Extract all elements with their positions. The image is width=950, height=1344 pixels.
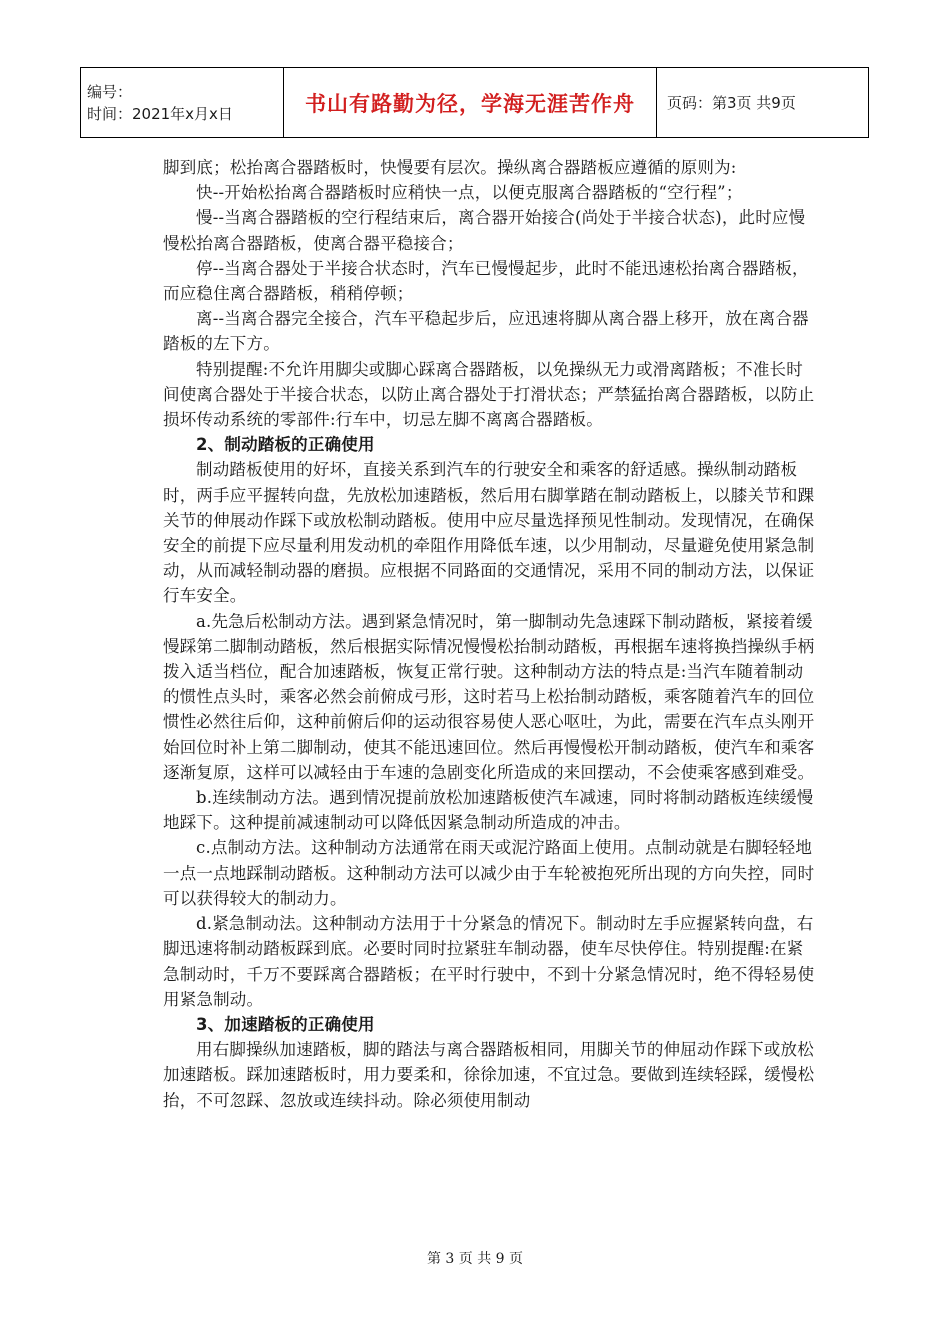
paragraph: d.紧急制动法。这种制动方法用于十分紧急的情况下。制动时左手应握紧转向盘，右脚迅速将制动踏板踩到底。必要时同时拉紧驻车制动器，使车尽快停住。特别提醒:在紧急制动时，千万不要踩离合器踏板；在平时行驶中，不到十分紧急情况时，绝不得轻易使用紧急制动。: [163, 914, 815, 1009]
document-body: [163, 155, 818, 1113]
paragraph: 用右脚操纵加速踏板，脚的踏法与离合器踏板相同，用脚关节的伸屈动作踩下或放松加速踏板。踩加速踏板时，用力要柔和，徐徐加速，不宜过急。要做到连续轻踩，缓慢松抬，不可忽踩、忽放或连续抖动。除必须使用制动: [163, 1040, 815, 1110]
paragraph: c.点制动方法。这种制动方法通常在雨天或泥泞路面上使用。点制动就是右脚轻轻地一点一点地踩制动踏板。这种制动方法可以减少由于车轮被抱死所出现的方向失控，同时可以获得较大的制动力。: [163, 838, 815, 908]
paragraph: 特别提醒:不允许用脚尖或脚心踩离合器踏板，以免操纵无力或滑离踏板；不准长时间使离合器处于半接合状态，以防止离合器处于打滑状态；严禁猛抬离合器踏板，以防止损坏传动系统的零部件:行车中，切忌左脚不离离合器踏板。: [163, 359, 815, 430]
paragraph: 脚到底；松抬离合器踏板时，快慢要有层次。操纵离合器踏板应遵循的原则为:: [163, 158, 737, 177]
paragraph: 离--当离合器完全接合，汽车平稳起步后，应迅速将脚从离合器上移开，放在离合器踏板的左下方。: [163, 309, 809, 354]
paragraph: 慢--当离合器踏板的空行程结束后，离合器开始接合(尚处于半接合状态)，此时应慢慢松抬离合器踏板，使离合器平稳接合；: [163, 208, 806, 253]
paragraph: 制动踏板使用的好坏，直接关系到汽车的行驶安全和乘客的舒适感。操纵制动踏板时，两手应平握转向盘，先放松加速踏板，然后用右脚掌踏在制动踏板上，以膝关节和踝关节的伸展动作踩下或放松制动踏板。使用中应尽量选择预见性制动。发现情况，在确保安全的前提下应尽量利用发动机的牵阻作用降低车速，以少用制动，尽量避免使用紧急制动，从而减轻制动器的磨损。应根据不同路面的交通情况，采用不同的制动方法，以保证行车安全。: [163, 460, 815, 606]
paragraph: 停--当离合器处于半接合状态时，汽车已慢慢起步，此时不能迅速松抬离合器踏板，而应稳住离合器踏板，稍稍停顿；: [163, 258, 809, 304]
paragraph: b.连续制动方法。遇到情况提前放松加速踏板使汽车减速，同时将制动踏板连续缓慢地踩下。这种提前减速制动可以降低因紧急制动所造成的冲击。: [163, 788, 814, 833]
section-heading: 2、制动踏板的正确使用: [196, 435, 375, 455]
section-heading: 3、加速踏板的正确使用: [196, 1014, 375, 1034]
header-motto-cell: [284, 68, 657, 137]
document-number: 编号：: [87, 82, 133, 101]
header-meta: [81, 68, 284, 137]
document-date: 时间：2021年x月x日: [87, 104, 233, 123]
header-table: [80, 67, 869, 138]
header-page-cell: [657, 68, 868, 137]
page-footer: 第 3 页 共 9 页: [426, 1251, 524, 1267]
header-motto: 书山有路勤为径，学海无涯苦作舟: [305, 91, 635, 116]
paragraph: 快--开始松抬离合器踏板时应稍快一点，以便克服离合器踏板的“空行程”；: [196, 183, 743, 203]
header-page-number: 页码：第3页 共9页: [667, 94, 796, 112]
paragraph: a.先急后松制动方法。遇到紧急情况时，第一脚制动先急速踩下制动踏板，紧接着缓慢踩第二脚制动踏板，然后根据实际情况慢慢松抬制动踏板，再根据车速将换挡操纵手柄拨入适当档位，配合加速踏板，恢复正常行驶。这种制动方法的特点是:当汽车随着制动的惯性点头时，乘客必然会前俯成弓形，这时若马上松抬制动踏板，乘客随着汽车的回位惯性必然往后仰，这种前俯后仰的运动很容易使人恶心呕吐，为此，需要在汽车点头刚开始回位时补上第二脚制动，使其不能迅速回位。然后再慢慢松开制动踏板，使汽车和乘客逐渐复原，这样可以减轻由于车速的急剧变化所造成的来回摆动，不会使乘客感到难受。: [163, 611, 815, 782]
